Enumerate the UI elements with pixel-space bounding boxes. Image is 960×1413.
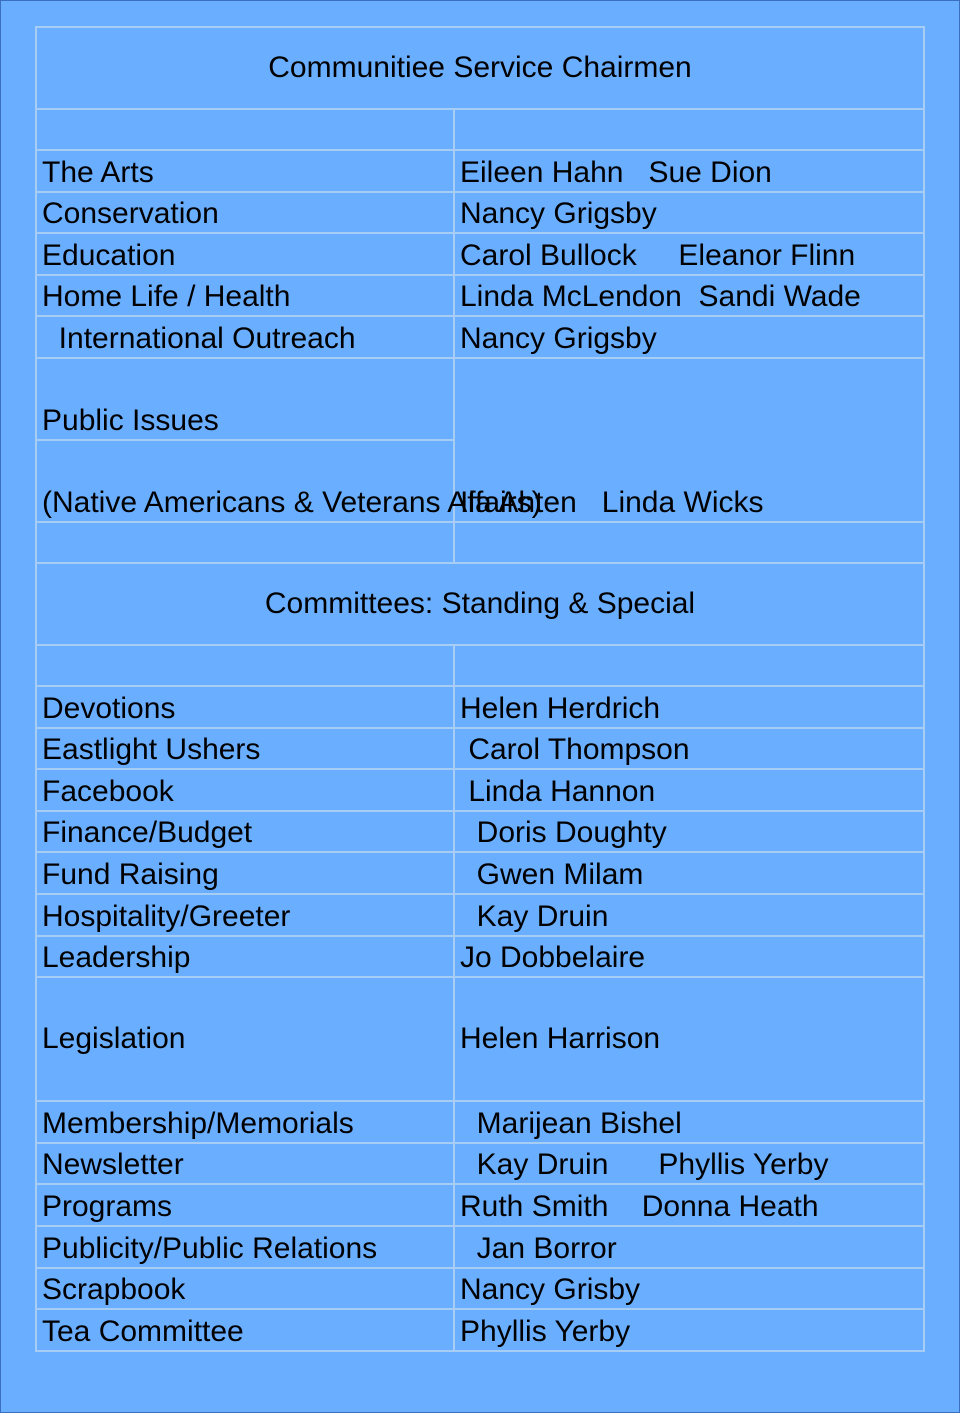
table-row	[36, 769, 924, 811]
table-row	[36, 936, 924, 978]
area-cell: Finance/Budget	[36, 811, 454, 853]
chair-cell: Kay Druin	[454, 894, 924, 936]
chair-cell: Carol Thompson	[454, 728, 924, 770]
chair-cell: Doris Doughty	[454, 811, 924, 853]
table-row	[36, 1143, 924, 1185]
chair-cell: Linda Hannon	[454, 769, 924, 811]
table-row	[36, 1184, 924, 1226]
table-row-legislation	[36, 977, 924, 1101]
table-row	[36, 686, 924, 728]
community-heading-row	[36, 27, 924, 109]
blank-row	[36, 109, 924, 150]
area-cell: Education	[36, 233, 454, 275]
chair-cell: Kay Druin Phyllis Yerby	[454, 1143, 924, 1185]
chair-cell: Marijean Bishel	[454, 1101, 924, 1143]
area-cell: Membership/Memorials	[36, 1101, 454, 1143]
chair-cell: Eileen Hahn Sue Dion	[454, 150, 924, 192]
area-cell: International Outreach	[36, 316, 454, 358]
area-cell: Fund Raising	[36, 852, 454, 894]
blank-row	[36, 522, 924, 563]
chair-cell: Nancy Grisby	[454, 1268, 924, 1310]
area-cell: Leadership	[36, 936, 454, 978]
chair-cell: Linda McLendon Sandi Wade	[454, 275, 924, 317]
chair-cell: Carol Bullock Eleanor Flinn	[454, 233, 924, 275]
area-cell: Facebook	[36, 769, 454, 811]
area-cell: Conservation	[36, 192, 454, 234]
area-cell: Tea Committee	[36, 1309, 454, 1351]
area-note-cell: (Native Americans & Veterans Affairs)	[36, 440, 454, 522]
chair-cell: Phyllis Yerby	[454, 1309, 924, 1351]
chairmen-table	[35, 26, 925, 1352]
area-cell: Eastlight Ushers	[36, 728, 454, 770]
area-cell: Newsletter	[36, 1143, 454, 1185]
area-cell: Publicity/Public Relations	[36, 1226, 454, 1268]
area-cell: Programs	[36, 1184, 454, 1226]
table-row	[36, 894, 924, 936]
chair-cell: Jo Dobbelaire	[454, 936, 924, 978]
area-cell: Devotions	[36, 686, 454, 728]
area-cell: Legislation	[36, 977, 454, 1101]
chair-cell: Ila Ahten Linda Wicks	[454, 358, 924, 522]
chair-cell: Helen Herdrich	[454, 686, 924, 728]
chair-cell: Jan Borror	[454, 1226, 924, 1268]
table-row-public-issues	[36, 358, 924, 440]
chair-cell: Ruth Smith Donna Heath	[454, 1184, 924, 1226]
chair-cell: Nancy Grigsby	[454, 192, 924, 234]
table-row	[36, 852, 924, 894]
table-row	[36, 192, 924, 234]
area-cell: The Arts	[36, 150, 454, 192]
table-row	[36, 275, 924, 317]
table-row	[36, 811, 924, 853]
area-cell: Home Life / Health	[36, 275, 454, 317]
chair-cell: Helen Harrison	[454, 977, 924, 1101]
area-cell: Hospitality/Greeter	[36, 894, 454, 936]
table-row	[36, 150, 924, 192]
table-row	[36, 1268, 924, 1310]
blank-row	[36, 645, 924, 686]
table-row	[36, 1101, 924, 1143]
table-row	[36, 1309, 924, 1351]
table-row	[36, 1226, 924, 1268]
table-row	[36, 316, 924, 358]
chair-cell: Nancy Grigsby	[454, 316, 924, 358]
area-cell: Scrapbook	[36, 1268, 454, 1310]
area-cell: Public Issues	[36, 358, 454, 440]
chair-cell: Gwen Milam	[454, 852, 924, 894]
committees-heading: Committees: Standing & Special	[36, 563, 924, 645]
community-heading: Communitiee Service Chairmen	[36, 27, 924, 109]
table-row	[36, 728, 924, 770]
table-row	[36, 233, 924, 275]
committees-heading-row	[36, 563, 924, 645]
